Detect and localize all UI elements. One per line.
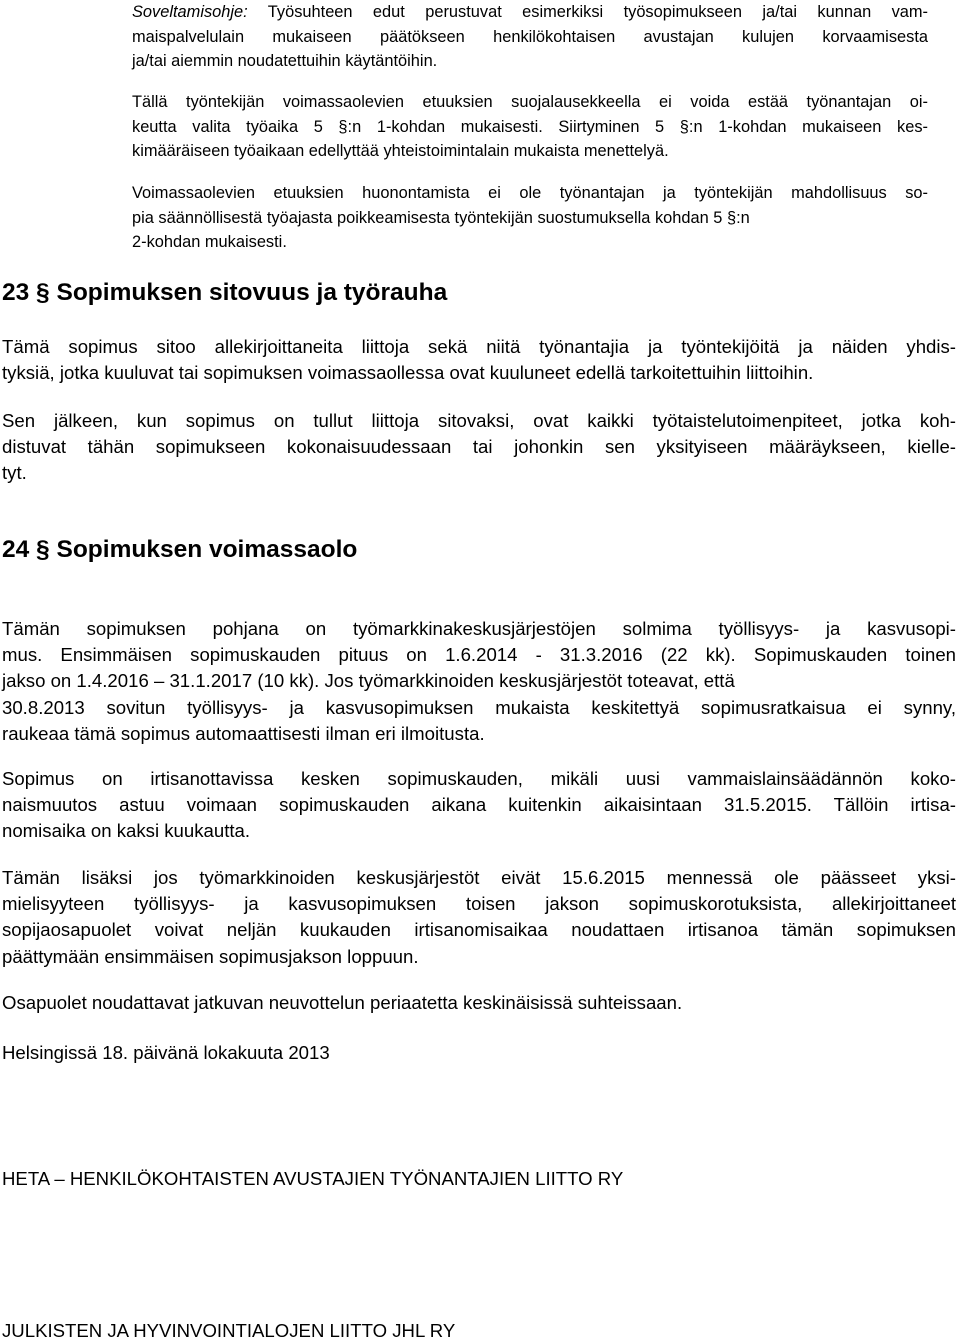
section-24-heading: 24 § Sopimuksen voimassaolo (2, 536, 358, 563)
guideline-paragraph (132, 0, 928, 74)
section-23-paragraph-2 (2, 408, 956, 487)
s24-p2-line-3: nomisaika on kaksi kuukautta. (2, 820, 251, 842)
s23-p2-line-1: Sen jälkeen, kun sopimus on tullut liittoja sitovaksi, ovat kaikki työtaistelutoimenpiteet, jotka koh- (2, 410, 956, 431)
s24-p4-line-1: Osapuolet noudattavat jatkuvan neuvottelun periaatetta keskinäisissä suhteissaan. (2, 992, 683, 1013)
benefits-weakening-paragraph (132, 181, 928, 255)
para-a-line-1: Tällä työntekijän voimassaolevien etuuksien suojalausekkeella ei voida estää työnantajan oi- (132, 93, 928, 111)
para-a-line-3: kimääräiseen työaikaan edellyttää yhteistoimintalain mukaista menettelyä. (132, 142, 669, 161)
section-24-paragraph-3 (2, 865, 956, 970)
s24-p1-line-3: jakso on 1.4.2016 – 31.1.2017 (10 kk). Jos työmarkkinoiden keskusjärjestöt toteavat, että (2, 670, 735, 692)
section-24-paragraph-4 (2, 990, 956, 1016)
signatory-heta: HETA – HENKILÖKOHTAISTEN AVUSTAJIEN TYÖNANTAJIEN LIITTO RY (2, 1168, 624, 1189)
signatory-jhl: JULKISTEN JA HYVINVOINTIALOJEN LIITTO JHL RY (2, 1320, 456, 1341)
s23-p2-line-2: distuvat tähän sopimukseen kokonaisuudessaan tai johonkin sen yksityiseen määräykseen, kielle- (2, 436, 956, 458)
s24-p2-line-1: Sopimus on irtisanottavissa kesken sopimuskauden, mikäli uusi vammaislainsäädännön koko- (2, 768, 956, 789)
para-b-line-2: pia säännöllisestä työajasta poikkeamisesta työntekijän suostumuksella kohdan 5 §:n (132, 208, 750, 227)
s23-p1-line-1: Tämä sopimus sitoo allekirjoittaneita liittoja sekä niitä työnantajia ja työntekijöitä ja näiden yhdis- (2, 336, 956, 357)
guideline-line-1 (132, 0, 928, 25)
guideline-text-1: Työsuhteen edut perustuvat esimerkiksi työsopimukseen ja/tai kunnan vam- (267, 3, 928, 21)
signatory-2 (2, 1318, 956, 1344)
section-23-heading: 23 § Sopimuksen sitovuus ja työrauha (2, 279, 448, 306)
s24-p1-line-5: raukeaa tämä sopimus automaattisesti ilman eri ilmoitusta. (2, 722, 485, 744)
s24-p1-line-4: 30.8.2013 sovitun työllisyys- ja kasvusopimuksen mukaista keskitettyä sopimusratkaisua ei synny, (2, 696, 956, 718)
s24-p1-line-1: Tämän sopimuksen pohjana on työmarkkinakeskusjärjestöjen solmima työllisyys- ja kasvusopi- (2, 618, 956, 639)
section-24-paragraph-1 (2, 616, 956, 747)
section-24-paragraph-2 (2, 766, 956, 845)
s24-p1-line-2: mus. Ensimmäisen sopimuskauden pituus on 1.6.2014 - 31.3.2016 (22 kk). Sopimuskauden toinen (2, 644, 956, 666)
benefits-clause-paragraph (132, 90, 928, 164)
para-a-line-2: keutta valita työaika 5 §:n 1-kohdan mukaisesti. Siirtyminen 5 §:n 1-kohdan mukaiseen kes- (132, 117, 928, 136)
para-b-line-1: Voimassaolevien etuuksien huonontamista ei ole työnantajan ja työntekijän mahdollisuus so- (132, 184, 928, 202)
place-and-date (2, 1040, 956, 1066)
s24-p3-line-2: mielisyyteen työllisyys- ja kasvusopimuksen toisen jakson sopimuskorotuksista, allekirjoittaneet (2, 893, 956, 915)
signatory-1 (2, 1166, 956, 1192)
guideline-line-3: ja/tai aiemmin noudatettuihin käytäntöihin. (132, 52, 438, 71)
s23-p2-line-3: tyt. (2, 462, 27, 484)
s24-p3-line-4: päättymään ensimmäisen sopimusjakson loppuun. (2, 945, 419, 967)
place-date-line: Helsingissä 18. päivänä lokakuuta 2013 (2, 1042, 330, 1063)
s24-p2-line-2: naismuutos astuu voimaan sopimuskauden aikana kuitenkin aikaisintaan 31.5.2015. Tällöin irtisa- (2, 794, 956, 816)
para-b-line-3: 2-kohdan mukaisesti. (132, 233, 287, 252)
s24-p3-line-1: Tämän lisäksi jos työmarkkinoiden keskusjärjestöt eivät 15.6.2015 mennessä ole päässeet yksi- (2, 867, 956, 888)
s24-p3-line-3: sopijaosapuolet voivat neljän kuukauden irtisanomisaikaa noudattaen irtisanoa tämän sopimuksen (2, 919, 956, 941)
guideline-label: Soveltamisohje: (132, 3, 248, 21)
s23-p1-line-2: tyksiä, jotka kuuluvat tai sopimuksen voimassaollessa ovat kuuluneet edellä tarkoitettuihin liittoihin. (2, 362, 814, 384)
section-23-paragraph-1 (2, 334, 956, 386)
guideline-line-2: maispalvelulain mukaiseen päätökseen henkilökohtaisen avustajan kulujen korvaamisesta (132, 27, 928, 46)
